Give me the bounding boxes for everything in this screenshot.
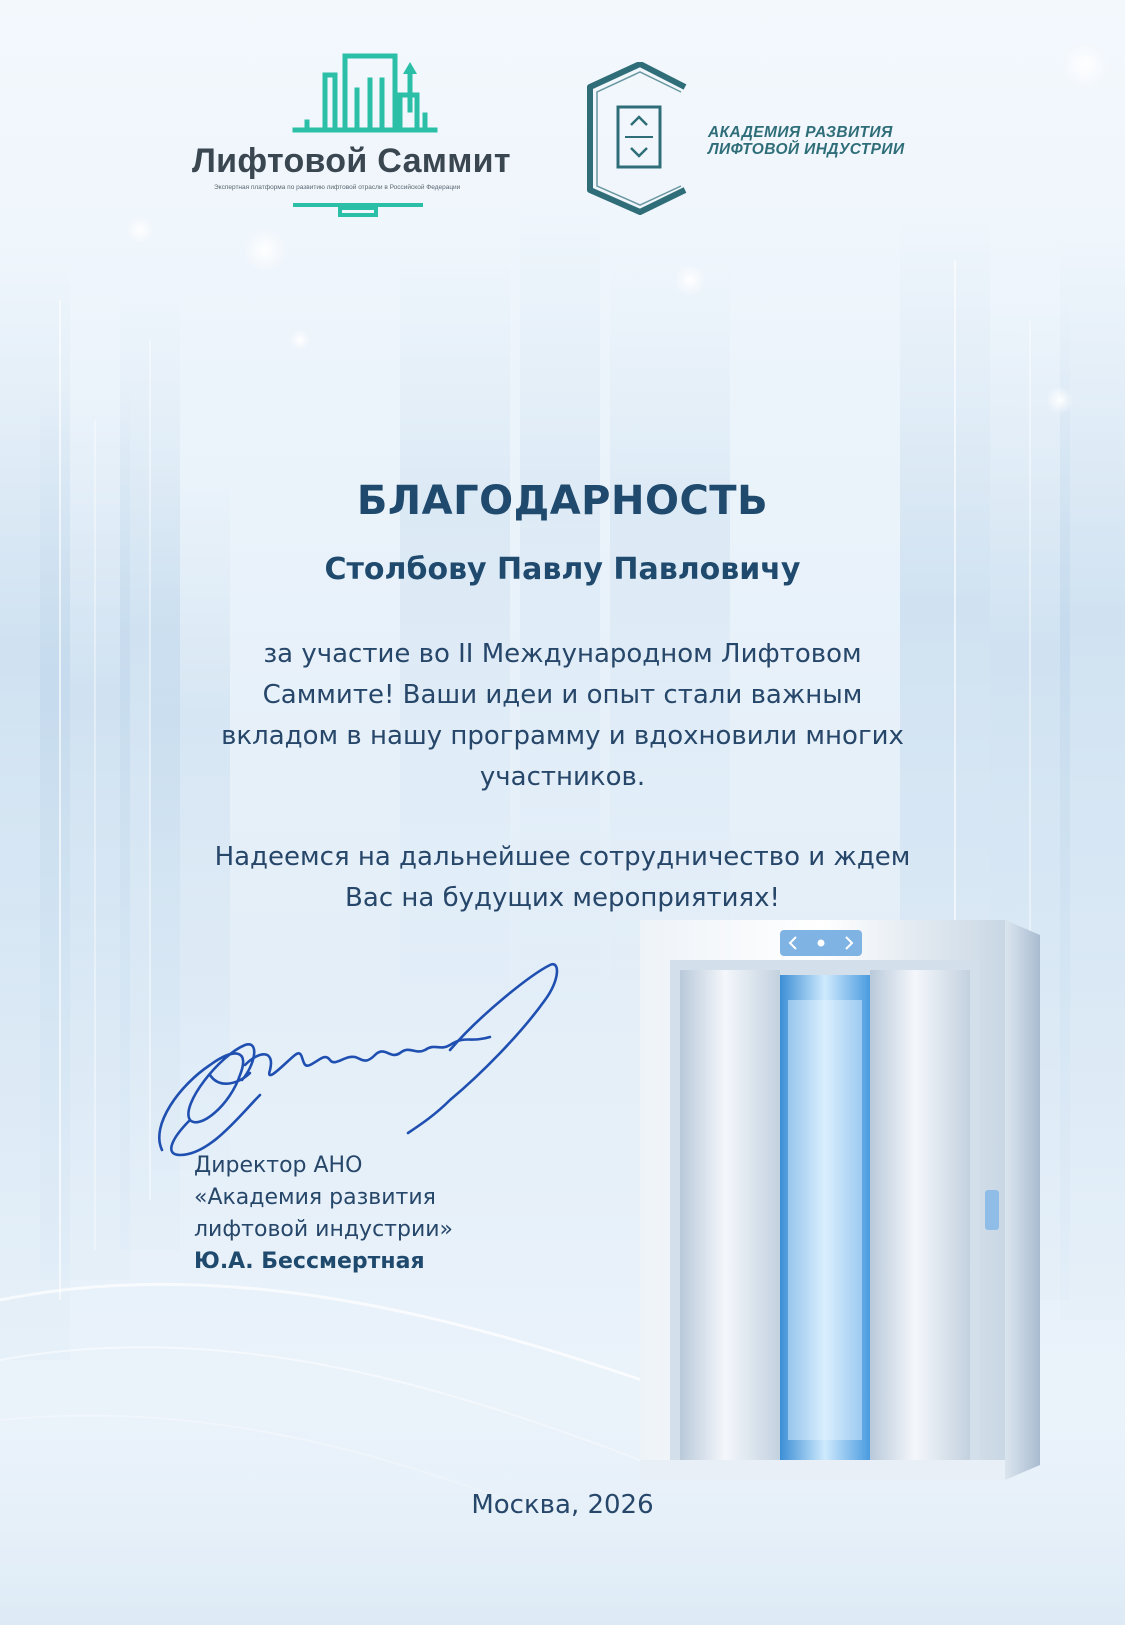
gratitude-paragraph — [190, 634, 935, 798]
signer-block — [194, 1150, 514, 1278]
paragraph-line: Саммите! Ваши идеи и опыт стали важным — [262, 680, 863, 710]
paragraph-line: Надеемся на дальнейшее сотрудничество и ждем — [214, 842, 911, 872]
place-date: Москва, 2026 — [471, 1490, 654, 1520]
academy-logo-line1: АКАДЕМИЯ РАЗВИТИЯ — [708, 124, 893, 141]
lift-summit-logo — [185, 50, 545, 230]
cooperation-paragraph — [190, 837, 935, 919]
certificate-title: БЛАГОДАРНОСТЬ — [356, 478, 769, 524]
signer-name: Ю.А. Бессмертная — [194, 1249, 425, 1274]
paragraph-line: за участие во II Международном Лифтовом — [263, 639, 862, 669]
signer-position-line3: лифтовой индустрии» — [194, 1217, 454, 1242]
signer-position-line2: «Академия развития — [194, 1185, 436, 1210]
signer-position-line1: Директор АНО — [194, 1153, 363, 1178]
academy-logo-line2: ЛИФТОВОЙ ИНДУСТРИИ — [708, 141, 905, 158]
recipient-name: Столбову Павлу Павловичу — [324, 552, 801, 587]
director-signature — [150, 955, 590, 1180]
paragraph-line: Вас на будущих мероприятиях! — [345, 883, 780, 913]
summit-logo-subtitle: Экспертная платформа по развитию лифтовой отрасли в Российской Федерации — [214, 184, 461, 191]
elevator-illustration — [640, 920, 1100, 1480]
paragraph-line: вкладом в нашу программу и вдохновили многих — [221, 721, 904, 751]
paragraph-line: участников. — [479, 762, 646, 792]
academy-logo-name — [708, 124, 948, 158]
summit-logo-title: Лифтовой Саммит — [192, 142, 511, 180]
